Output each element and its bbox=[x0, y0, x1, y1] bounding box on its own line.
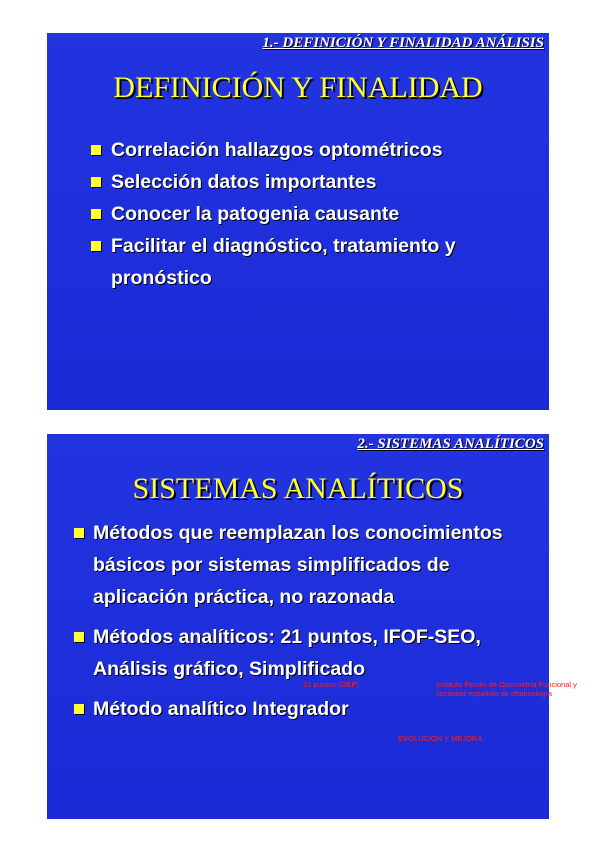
list-item bbox=[91, 230, 531, 294]
list-item bbox=[91, 134, 531, 166]
slide-title: SISTEMAS ANALÍTICOS bbox=[132, 472, 464, 505]
bullet-text: Selección datos importantes bbox=[111, 171, 377, 193]
bullet-text: Correlación hallazgos optométricos bbox=[111, 139, 443, 161]
square-bullet-icon bbox=[74, 632, 84, 642]
square-bullet-icon bbox=[91, 209, 101, 219]
slide-header: 2.- SISTEMAS ANALÍTICOS bbox=[357, 436, 544, 452]
list-item bbox=[91, 198, 531, 230]
slide-title: DEFINICIÓN Y FINALIDAD bbox=[113, 71, 483, 104]
slide-header: 1.- DEFINICIÓN Y FINALIDAD ANÁLISIS bbox=[262, 35, 544, 51]
list-item bbox=[91, 166, 531, 198]
square-bullet-icon bbox=[74, 528, 84, 538]
square-bullet-icon bbox=[91, 145, 101, 155]
bullet-text: Conocer la patogenia causante bbox=[111, 203, 400, 225]
square-bullet-icon bbox=[91, 241, 101, 251]
bullet-list bbox=[91, 134, 531, 294]
annotation-note: EVOLUCIÓN Y MEJORA bbox=[398, 734, 483, 743]
bullet-text: Métodos que reemplazan los conocimientos básicos por sistemas simplificados de aplicación práctica, no razonada bbox=[93, 522, 503, 608]
list-item bbox=[74, 621, 544, 685]
bullet-text: Métodos analíticos: 21 puntos, IFOF-SEO, Análisis gráfico, Simplificado bbox=[93, 626, 481, 680]
square-bullet-icon bbox=[91, 177, 101, 187]
annotation-note: 21 puntos (OEP) bbox=[303, 680, 359, 689]
slide-1 bbox=[47, 33, 549, 410]
bullet-list bbox=[74, 517, 544, 733]
square-bullet-icon bbox=[74, 704, 84, 714]
bullet-text: Facilitar el diagnóstico, tratamiento y pronóstico bbox=[111, 235, 456, 289]
bullet-text: Método analítico Integrador bbox=[93, 698, 349, 720]
list-item bbox=[74, 517, 544, 613]
slide-2 bbox=[47, 434, 549, 819]
annotation-note: Instituto Ferrán de Optometría Funcional y sociedad española de oftalmología bbox=[436, 680, 577, 698]
